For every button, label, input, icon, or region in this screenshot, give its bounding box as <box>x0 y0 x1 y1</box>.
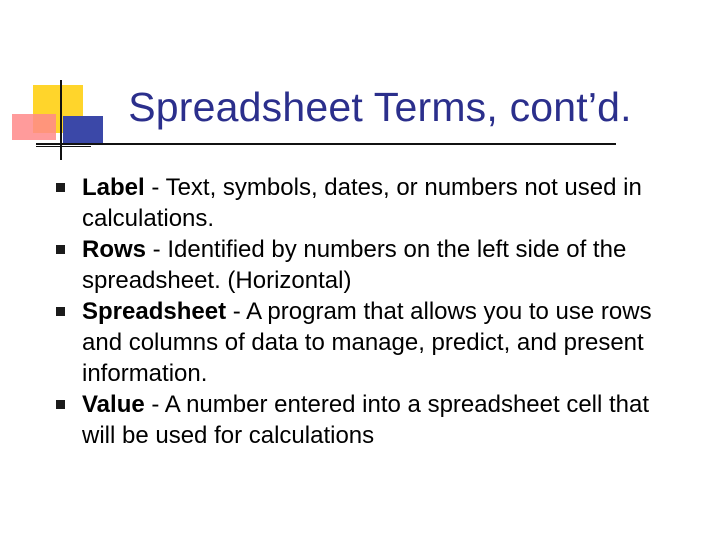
title-underline <box>36 143 616 145</box>
square-bullet-icon <box>56 245 65 254</box>
definition: - Identified by numbers on the left side of the spreadsheet. (Horizontal) <box>82 236 627 294</box>
term: Rows <box>82 236 147 263</box>
square-bullet-icon <box>56 400 65 409</box>
term: Value <box>82 391 145 418</box>
definition: - Text, symbols, dates, or numbers not used in calculations. <box>82 174 642 232</box>
definition: - A number entered into a spreadsheet cell that will be used for calculations <box>82 391 650 449</box>
term: Spreadsheet <box>82 298 227 325</box>
bullet-item-spreadsheet <box>56 296 676 389</box>
square-bullet-icon <box>56 307 65 316</box>
bullet-item-value <box>56 389 676 451</box>
bullet-item-label <box>56 172 676 234</box>
bullet-list <box>56 172 676 451</box>
slide-title: Spreadsheet Terms, cont’d. <box>128 84 632 130</box>
title-underline-accent <box>36 146 91 147</box>
square-bullet-icon <box>56 183 65 192</box>
bullet-item-rows <box>56 234 676 296</box>
definition: - A program that allows you to use rows and columns of data to manage, predict, and present information. <box>82 298 652 387</box>
term: Label <box>82 174 145 201</box>
